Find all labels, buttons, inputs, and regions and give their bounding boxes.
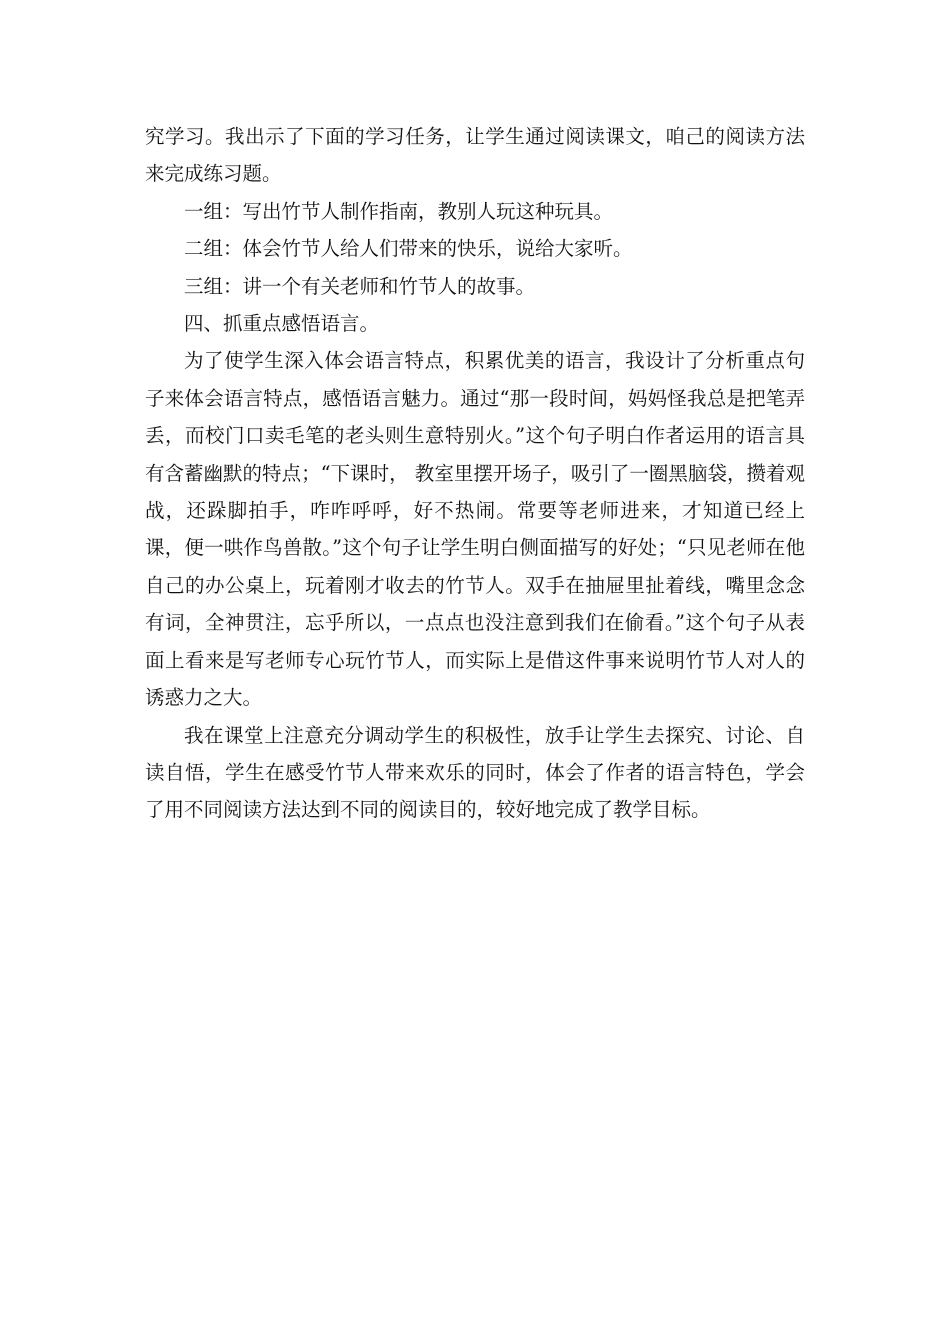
paragraph-continuation: 究学习。我出示了下面的学习任务，让学生通过阅读课文，咱己的阅读方法来完成练习题。 <box>145 125 805 186</box>
paragraph-group-one: 一组：写出竹节人制作指南，教别人玩这种玩具。 <box>184 199 614 223</box>
paragraph-conclusion: 我在课堂上注意充分调动学生的积极性，放手让学生去探究、讨论、自读自悟，学生在感受竹节人带来欢乐的同时，体会了作者的语言特色，学会了用不同阅读方法达到不同的阅读目的，较好地完成了教学目标。 <box>145 723 805 822</box>
body-text <box>145 118 805 829</box>
paragraph-group-two: 二组：体会竹节人给人们带来的快乐，说给大家听。 <box>184 237 633 261</box>
section-heading-four: 四、抓重点感悟语言。 <box>184 312 380 336</box>
paragraph-language-analysis: 为了使学生深入体会语言特点，积累优美的语言，我设计了分析重点句子来体会语言特点，感悟语言魅力。通过“那一段时间，妈妈怪我总是把笔弄丢，而校门口卖毛笔的老头则生意特别火。”这个句子明白作者运用的语言具有含蓄幽默的特点；“下课时， 教室里摆开场子，吸引了一圈黑脑袋，攒着观战，还跺脚拍手，咋咋呼呼，好不热闹。常要等老师进来，才知道已经上课，便一哄作鸟兽散。”这个句子让学生明白侧面描写的好处；“只见老师在他自己的办公桌上，玩着刚才收去的竹节人。双手在抽屉里扯着线，嘴里念念有词，全神贯注，忘乎所以，一点点也没注意到我们在偷看。”这个句子从表面上看来是写老师专心玩竹节人，而实际上是借这件事来说明竹节人对人的诱惑力之大。 <box>145 349 805 710</box>
paragraph-group-three: 三组：讲一个有关老师和竹节人的故事。 <box>184 274 536 298</box>
